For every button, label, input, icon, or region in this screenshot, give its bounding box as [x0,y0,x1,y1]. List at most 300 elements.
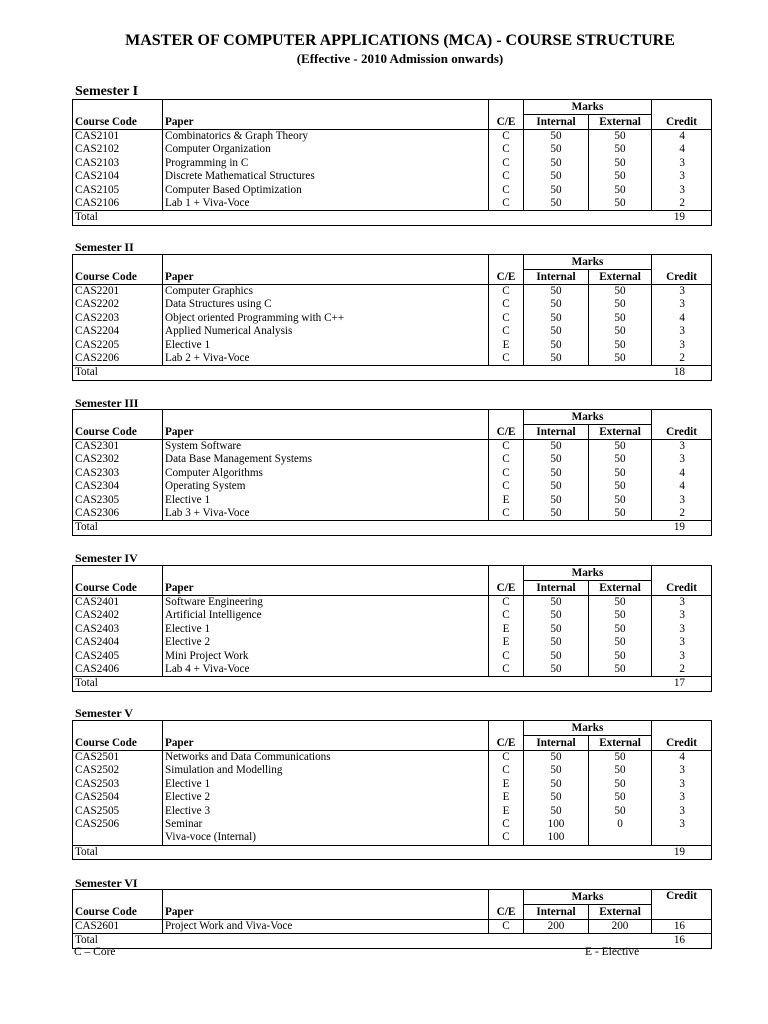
credit-value: 4 [652,751,712,765]
empty-cell [73,890,163,905]
external-marks: 50 [589,791,652,804]
page-subtitle: (Effective - 2010 Admission onwards) [296,51,504,66]
paper-name: System Software [163,440,489,454]
paper-header: Paper [163,270,489,285]
internal-marks: 50 [524,298,589,311]
external-marks: 50 [589,352,652,366]
total-credit: 16 [652,934,712,948]
core-elective: C [489,197,524,211]
total-row [73,366,712,380]
core-elective: C [489,596,524,610]
course-code-header: Course Code [73,581,163,596]
external-header: External [589,736,652,751]
header-row [73,410,712,425]
core-elective: C [489,609,524,622]
marks-header: Marks [524,721,652,736]
course-code: CAS2204 [73,325,163,338]
external-marks: 0 [589,818,652,831]
course-code-header: Course Code [73,905,163,920]
core-elective: C [489,440,524,454]
empty-cell [73,255,163,270]
external-marks: 50 [589,480,652,493]
header-row [73,736,712,751]
course-code: CAS2206 [73,352,163,366]
table-row [73,467,712,480]
table-row [73,494,712,507]
total-row [73,521,712,535]
internal-header: Internal [524,736,589,751]
external-marks: 50 [589,778,652,791]
course-code: CAS2405 [73,650,163,663]
course-code-header: Course Code [73,425,163,440]
credit-value: 2 [652,352,712,366]
table-row [73,170,712,183]
header-row [73,425,712,440]
external-header: External [589,425,652,440]
core-elective: C [489,157,524,170]
table-row [73,650,712,663]
internal-marks: 50 [524,480,589,493]
paper-name: Data Base Management Systems [163,453,489,466]
header-row [73,581,712,596]
course-code: CAS2202 [73,298,163,311]
table-row [73,764,712,777]
total-row [73,211,712,225]
empty-cell [163,255,489,270]
credit-value: 3 [652,285,712,299]
internal-marks: 50 [524,440,589,454]
table-row [73,818,712,831]
internal-header: Internal [524,581,589,596]
empty-cell [73,410,163,425]
paper-name: Elective 1 [163,778,489,791]
credit-value: 4 [652,467,712,480]
table-row [73,184,712,197]
header-row [73,905,712,920]
external-marks: 50 [589,609,652,622]
semester-heading: Semester II [75,240,134,254]
external-marks: 200 [589,920,652,934]
credit-value: 3 [652,805,712,818]
external-marks: 50 [589,143,652,156]
external-marks [589,831,652,845]
internal-marks: 50 [524,507,589,521]
table-row [73,791,712,804]
external-marks: 50 [589,197,652,211]
empty-cell [489,566,524,581]
credit-header [652,100,712,115]
core-elective: C [489,184,524,197]
course-code: CAS2104 [73,170,163,183]
course-code: CAS2301 [73,440,163,454]
credit-header: Credit [652,115,712,130]
header-row [73,890,712,905]
paper-name: Applied Numerical Analysis [163,325,489,338]
core-elective: C [489,285,524,299]
core-elective: C [489,130,524,144]
ce-header: C/E [489,270,524,285]
total-credit: 19 [652,845,712,859]
internal-marks: 50 [524,285,589,299]
internal-marks: 50 [524,143,589,156]
empty-cell [163,566,489,581]
internal-marks: 50 [524,751,589,765]
table-row [73,507,712,521]
core-elective: C [489,920,524,934]
marks-header: Marks [524,255,652,270]
table-row [73,130,712,144]
course-code: CAS2504 [73,791,163,804]
course-code-header: Course Code [73,736,163,751]
paper-name: Elective 1 [163,623,489,636]
core-elective: C [489,818,524,831]
paper-name: Elective 1 [163,494,489,507]
semester-heading: Semester VI [75,876,138,890]
core-elective: E [489,494,524,507]
external-marks: 50 [589,325,652,338]
table-row [73,339,712,352]
core-elective: C [489,170,524,183]
total-label: Total [73,211,652,225]
course-table [72,565,712,692]
external-marks: 50 [589,494,652,507]
course-code: CAS2404 [73,636,163,649]
total-credit: 18 [652,366,712,380]
empty-cell [73,566,163,581]
total-label: Total [73,521,652,535]
credit-value: 3 [652,609,712,622]
internal-marks: 50 [524,663,589,677]
course-code: CAS2306 [73,507,163,521]
credit-value: 3 [652,184,712,197]
header-row [73,566,712,581]
total-row [73,677,712,691]
total-label: Total [73,934,652,948]
credit-value: 4 [652,130,712,144]
empty-cell [163,890,489,905]
core-elective: C [489,453,524,466]
credit-value: 3 [652,494,712,507]
semester-heading: Semester IV [75,551,138,565]
internal-marks: 50 [524,596,589,610]
external-marks: 50 [589,285,652,299]
credit-value: 3 [652,453,712,466]
core-elective: C [489,764,524,777]
course-code: CAS2401 [73,596,163,610]
empty-cell [489,255,524,270]
internal-marks: 100 [524,831,589,845]
table-row [73,778,712,791]
table-row [73,197,712,211]
course-code: CAS2101 [73,130,163,144]
external-marks: 50 [589,130,652,144]
internal-marks: 100 [524,818,589,831]
marks-header: Marks [524,566,652,581]
external-marks: 50 [589,751,652,765]
paper-name: Programming in C [163,157,489,170]
credit-value: 4 [652,143,712,156]
paper-name: Project Work and Viva-Voce [163,920,489,934]
core-elective: C [489,831,524,845]
header-row [73,100,712,115]
course-code: CAS2403 [73,623,163,636]
internal-header: Internal [524,115,589,130]
credit-value: 2 [652,663,712,677]
total-label: Total [73,845,652,859]
credit-header [652,566,712,581]
course-table [72,409,712,536]
internal-marks: 50 [524,170,589,183]
course-table [72,254,712,381]
total-credit: 17 [652,677,712,691]
external-header: External [589,270,652,285]
paper-name: Object oriented Programming with C++ [163,312,489,325]
page-title: MASTER OF COMPUTER APPLICATIONS (MCA) - COURSE STRUCTURE [125,32,675,49]
core-elective: C [489,650,524,663]
internal-header: Internal [524,425,589,440]
paper-header: Paper [163,425,489,440]
credit-value: 3 [652,650,712,663]
paper-name: Lab 3 + Viva-Voce [163,507,489,521]
table-row [73,157,712,170]
legend-elective: E - Elective [585,946,640,958]
internal-marks: 50 [524,494,589,507]
table-row [73,920,712,934]
credit-value [652,831,712,845]
ce-header: C/E [489,115,524,130]
total-label: Total [73,677,652,691]
paper-name: Lab 1 + Viva-Voce [163,197,489,211]
core-elective: C [489,467,524,480]
paper-name: Elective 2 [163,636,489,649]
table-row [73,596,712,610]
course-code-header: Course Code [73,270,163,285]
credit-value: 2 [652,197,712,211]
total-row [73,845,712,859]
internal-marks: 50 [524,312,589,325]
paper-name: Elective 1 [163,339,489,352]
core-elective: C [489,480,524,493]
table-row [73,805,712,818]
paper-name: Seminar [163,818,489,831]
empty-cell [489,410,524,425]
paper-name: Combinatorics & Graph Theory [163,130,489,144]
paper-header: Paper [163,581,489,596]
paper-name: Networks and Data Communications [163,751,489,765]
table-row [73,623,712,636]
credit-value: 3 [652,440,712,454]
credit-value: 3 [652,623,712,636]
external-marks: 50 [589,339,652,352]
core-elective: E [489,339,524,352]
course-code: CAS2103 [73,157,163,170]
marks-header: Marks [524,100,652,115]
credit-value: 3 [652,818,712,831]
external-marks: 50 [589,467,652,480]
external-marks: 50 [589,650,652,663]
internal-marks: 50 [524,325,589,338]
header-row [73,721,712,736]
credit-header: Credit [652,425,712,440]
core-elective: C [489,325,524,338]
paper-name: Viva-voce (Internal) [163,831,489,845]
paper-name: Simulation and Modelling [163,764,489,777]
credit-header: Credit [652,890,712,905]
course-code: CAS2201 [73,285,163,299]
internal-marks: 50 [524,339,589,352]
paper-name: Computer Organization [163,143,489,156]
internal-marks: 50 [524,778,589,791]
ce-header: C/E [489,905,524,920]
internal-marks: 50 [524,623,589,636]
course-code: CAS2406 [73,663,163,677]
core-elective: C [489,507,524,521]
course-code: CAS2303 [73,467,163,480]
course-code: CAS2305 [73,494,163,507]
internal-marks: 50 [524,130,589,144]
internal-marks: 50 [524,764,589,777]
external-marks: 50 [589,623,652,636]
external-header: External [589,581,652,596]
internal-marks: 50 [524,791,589,804]
core-elective: C [489,298,524,311]
core-elective: E [489,805,524,818]
internal-marks: 50 [524,453,589,466]
core-elective: E [489,778,524,791]
course-code: CAS2601 [73,920,163,934]
external-header: External [589,905,652,920]
core-elective: C [489,751,524,765]
empty-cell [489,721,524,736]
paper-name: Computer Graphics [163,285,489,299]
semester-heading: Semester III [75,396,139,410]
paper-name: Lab 2 + Viva-Voce [163,352,489,366]
course-table [72,99,712,226]
course-code: CAS2203 [73,312,163,325]
credit-header: Credit [652,581,712,596]
credit-value: 3 [652,339,712,352]
credit-header: Credit [652,270,712,285]
external-marks: 50 [589,170,652,183]
table-row [73,285,712,299]
paper-header: Paper [163,905,489,920]
external-marks: 50 [589,764,652,777]
course-code: CAS2105 [73,184,163,197]
empty-cell [489,890,524,905]
empty-cell [163,721,489,736]
paper-name: Computer Based Optimization [163,184,489,197]
paper-name: Artificial Intelligence [163,609,489,622]
table-row [73,480,712,493]
external-marks: 50 [589,663,652,677]
total-credit: 19 [652,521,712,535]
internal-marks: 50 [524,197,589,211]
credit-value: 16 [652,920,712,934]
total-credit: 19 [652,211,712,225]
empty-cell [73,100,163,115]
table-row [73,352,712,366]
course-table [72,889,712,949]
marks-header: Marks [524,890,652,905]
credit-value: 3 [652,325,712,338]
credit-value: 3 [652,596,712,610]
empty-cell [163,410,489,425]
course-table [72,720,712,860]
course-code: CAS2302 [73,453,163,466]
header-row [73,115,712,130]
course-code: CAS2205 [73,339,163,352]
course-code: CAS2505 [73,805,163,818]
credit-header [652,255,712,270]
credit-value: 3 [652,298,712,311]
semester-heading: Semester I [75,84,139,99]
course-code: CAS2106 [73,197,163,211]
course-code: CAS2502 [73,764,163,777]
paper-name: Elective 3 [163,805,489,818]
internal-header: Internal [524,270,589,285]
external-marks: 50 [589,805,652,818]
header-row [73,255,712,270]
paper-name: Elective 2 [163,791,489,804]
internal-marks: 50 [524,650,589,663]
table-row [73,751,712,765]
internal-marks: 50 [524,157,589,170]
paper-name: Software Engineering [163,596,489,610]
paper-name: Data Structures using C [163,298,489,311]
table-row [73,298,712,311]
ce-header: C/E [489,736,524,751]
table-row [73,831,712,845]
empty-cell [489,100,524,115]
internal-header: Internal [524,905,589,920]
core-elective: C [489,312,524,325]
marks-header: Marks [524,410,652,425]
table-row [73,325,712,338]
paper-name: Operating System [163,480,489,493]
table-row [73,440,712,454]
core-elective: C [489,143,524,156]
external-marks: 50 [589,298,652,311]
credit-value: 3 [652,636,712,649]
empty-cell [73,721,163,736]
external-marks: 50 [589,440,652,454]
semester-heading: Semester V [75,706,133,720]
internal-marks: 50 [524,352,589,366]
internal-marks: 50 [524,636,589,649]
course-code [73,831,163,845]
paper-name: Mini Project Work [163,650,489,663]
course-code-header: Course Code [73,115,163,130]
core-elective: E [489,623,524,636]
credit-value: 4 [652,312,712,325]
external-marks: 50 [589,184,652,197]
course-code: CAS2503 [73,778,163,791]
external-marks: 50 [589,157,652,170]
core-elective: E [489,791,524,804]
table-row [73,636,712,649]
table-row [73,663,712,677]
external-marks: 50 [589,312,652,325]
course-code: CAS2501 [73,751,163,765]
credit-value: 3 [652,157,712,170]
credit-header [652,410,712,425]
course-code: CAS2102 [73,143,163,156]
paper-name: Lab 4 + Viva-Voce [163,663,489,677]
paper-header: Paper [163,736,489,751]
ce-header: C/E [489,425,524,440]
total-label: Total [73,366,652,380]
header-row [73,270,712,285]
